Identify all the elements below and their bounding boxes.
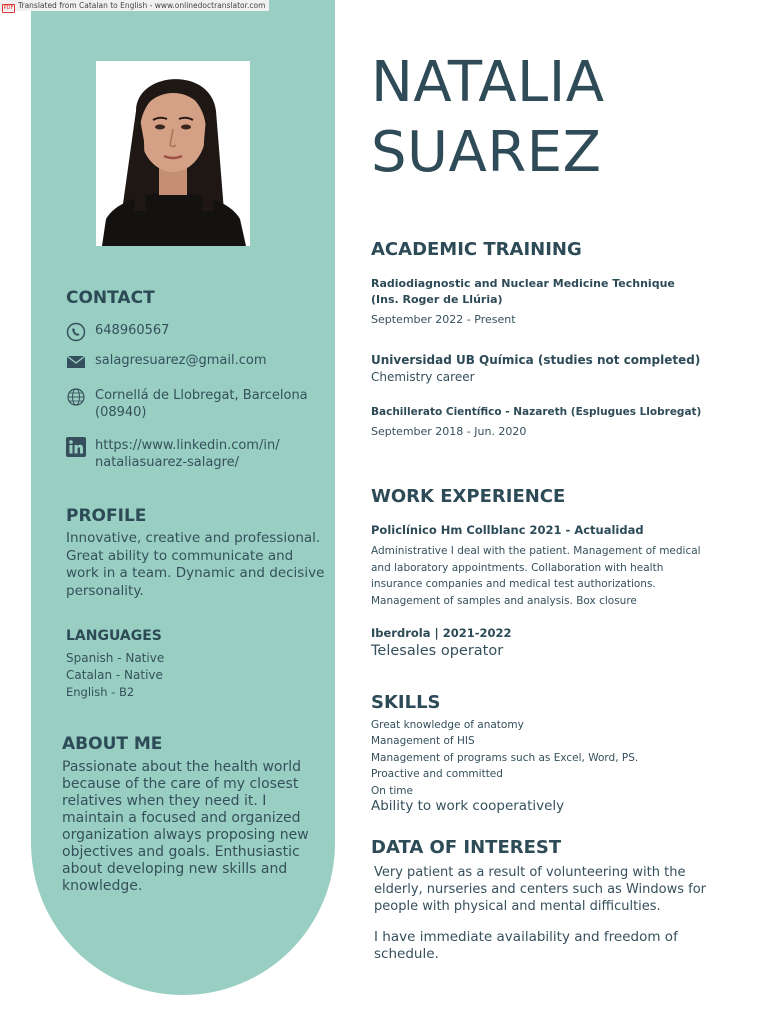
interest-title: DATA OF INTEREST [371, 837, 562, 858]
interest-line: people with physical and mental difficulties. [374, 899, 661, 914]
profile-line: personality. [66, 582, 144, 599]
academic-entry-1-title [371, 276, 675, 308]
skill-item: Great knowledge of anatomy [371, 719, 524, 731]
profile-text [66, 530, 326, 600]
globe-icon [66, 387, 86, 407]
linkedin-icon [66, 437, 86, 457]
academic-entry-1-date: September 2022 - Present [371, 313, 516, 326]
languages-title: LANGUAGES [66, 628, 162, 644]
about-text [62, 759, 327, 895]
pdf-icon: PDF [3, 5, 14, 11]
academic-title: ACADEMIC TRAINING [371, 239, 582, 260]
academic-entry-3-title: Bachillerato Científico - Nazareth (Esplugues Llobregat) [371, 406, 702, 418]
profile-line: Innovative, creative and professional. [66, 530, 321, 546]
academic-entry-2-title: Universidad UB Química (studies not completed) [371, 353, 701, 367]
last-name: SUAREZ [371, 120, 602, 185]
translation-banner [0, 0, 269, 11]
about-line: relatives when they need it. I [62, 793, 267, 809]
email-icon [66, 352, 86, 372]
skill-item: Management of programs such as Excel, Word, PS. [371, 751, 639, 764]
linkedin-link[interactable] [95, 437, 325, 471]
full-name [371, 48, 605, 188]
academic-entry-1-line-2: (Ins. Roger de Llúria) [371, 293, 503, 306]
about-line: objectives and goals. Enthusiastic [62, 844, 300, 860]
interest-paragraph-1 [374, 864, 714, 915]
about-line: organization always proposing new [62, 827, 309, 843]
translation-banner-text: Translated from Catalan to English - www.onlinedoctranslator.com [18, 1, 266, 10]
email-link[interactable]: salagresuarez@gmail.com [95, 353, 267, 368]
language-item: Catalan - Native [66, 668, 163, 682]
address-line-2: (08940) [95, 405, 147, 420]
profile-line: Great ability to communicate and [66, 547, 294, 564]
academic-entry-2-subtitle: Chemistry career [371, 370, 475, 384]
language-item: English - B2 [66, 685, 135, 699]
profile-photo [96, 61, 250, 246]
address-text [95, 387, 325, 421]
contact-title: CONTACT [66, 288, 155, 308]
interest-paragraph-2 [374, 929, 714, 963]
language-item: Spanish - Native [66, 651, 165, 665]
linkedin-line-2: nataliasuarez-salagre/ [95, 455, 240, 470]
skills-list [371, 717, 638, 799]
skill-item: Management of HIS [371, 735, 475, 748]
about-line: about developing new skills and [62, 861, 288, 877]
interest-line: Very patient as a result of volunteering with the [374, 865, 686, 880]
address-line-1: Cornellá de Llobregat, Barcelona [95, 388, 308, 403]
about-line: maintain a focused and organized [62, 810, 301, 826]
about-line: Passionate about the health world [62, 759, 302, 775]
about-line: because of the care of my closest [62, 776, 299, 792]
work-entry-2-title: Iberdrola | 2021-2022 [371, 626, 512, 640]
profile-line: work in a team. Dynamic and decisive [66, 565, 325, 581]
profile-title: PROFILE [66, 506, 147, 526]
skill-item: On time [371, 784, 413, 797]
academic-entry-3-date: September 2018 - Jun. 2020 [371, 425, 527, 438]
phone-icon [66, 322, 86, 342]
work-entry-1-title: Policlínico Hm Collblanc 2021 - Actualidad [371, 523, 644, 537]
about-title: ABOUT ME [62, 734, 163, 754]
work-entry-2-role: Telesales operator [371, 643, 504, 659]
work-desc-line: insurance companies and medical test authorizations. [371, 578, 656, 590]
languages-list [66, 650, 164, 701]
interest-line: schedule. [374, 946, 439, 962]
work-entry-1-desc [371, 543, 711, 609]
about-line: knowledge. [62, 878, 143, 894]
skill-item: Proactive and committed [371, 768, 503, 781]
academic-entry-1-line-1: Radiodiagnostic and Nuclear Medicine Technique [371, 277, 675, 290]
work-title: WORK EXPERIENCE [371, 486, 566, 507]
skill-item-last: Ability to work cooperatively [371, 798, 565, 814]
work-desc-line: and laboratory appointments. Collaboration with health [371, 561, 664, 574]
skills-title: SKILLS [371, 692, 441, 713]
interest-line: I have immediate availability and freedom of [374, 929, 678, 945]
phone-number: 648960567 [95, 323, 170, 338]
work-desc-line: Administrative I deal with the patient. Management of medical [371, 545, 701, 557]
first-name: NATALIA [371, 50, 605, 115]
linkedin-line-1: https://www.linkedin.com/in/ [95, 438, 280, 453]
interest-line: elderly, nurseries and centers such as Windows for [374, 882, 706, 897]
work-desc-line: Management of samples and analysis. Box closure [371, 594, 637, 607]
